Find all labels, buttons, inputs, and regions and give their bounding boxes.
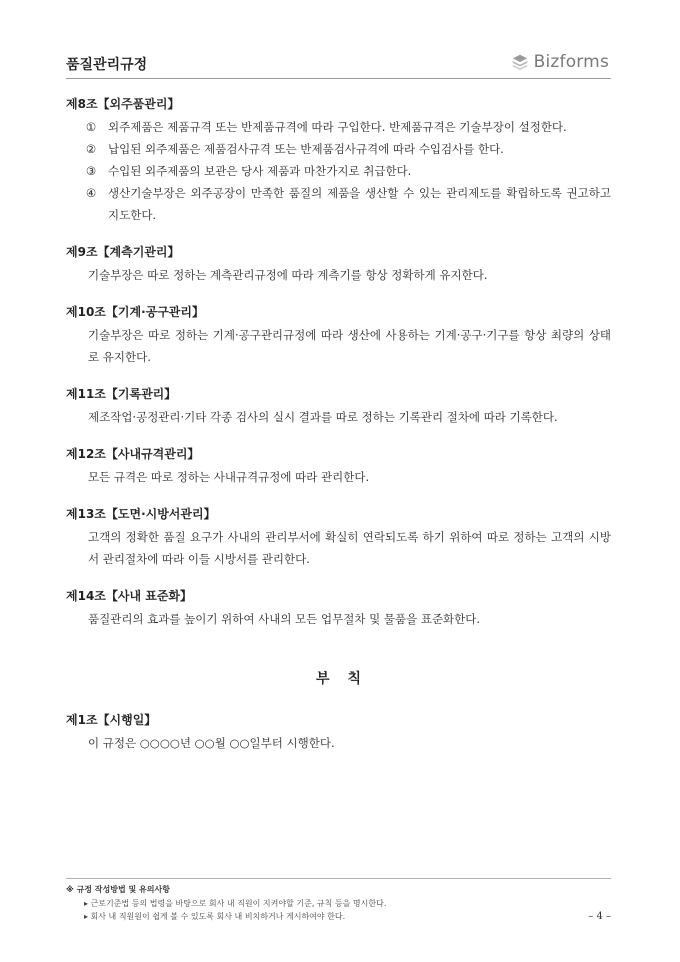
article-title: 제1조【시행일】 (66, 713, 157, 727)
article-title: 제13조【도면·시방서관리】 (66, 507, 216, 521)
article-title: 제14조【사내 표준화】 (66, 589, 193, 603)
item-text: 생산기술부장은 외주공장이 만족한 품질의 제품을 생산할 수 있는 관리제도를 확립하도록 권고하고 지도한다. (108, 186, 611, 222)
list-item (66, 160, 611, 182)
article-title: 제8조【외주품관리】 (66, 97, 180, 111)
article-body: 이 규정은 ○○○○년 ○○월 ○○일부터 시행한다. (88, 736, 335, 750)
list-item (66, 116, 611, 138)
page-footer (66, 878, 611, 923)
document-body (66, 94, 611, 770)
supplement-heading: 부칙 (315, 671, 380, 687)
article-body: 품질관리의 효과를 높이기 위하여 사내의 모든 업무절차 및 물품을 표준화한다. (88, 612, 481, 626)
stacked-layers-icon (511, 53, 529, 71)
brand-name: Bizforms (533, 52, 609, 72)
article-8 (66, 94, 611, 226)
article-11 (66, 384, 611, 428)
footnote-title: ※ 규정 작성방법 및 유의사항 (66, 885, 170, 894)
page-number: – 4 – (588, 911, 611, 922)
item-text: 수입된 외주제품의 보관은 당사 제품과 마찬가지로 취급한다. (108, 164, 412, 178)
article-body: 기술부장은 따로 정하는 기계·공구관리규정에 따라 생산에 사용하는 기계·공구·기구를 항상 최량의 상태로 유지한다. (88, 328, 611, 364)
list-item (66, 138, 611, 160)
document-title: 품질관리규정 (66, 57, 148, 73)
article-title: 제11조【기록관리】 (66, 387, 177, 401)
item-text: 외주제품은 제품규격 또는 반제품규격에 따라 구입한다. 반제품규격은 기술부장이 설정한다. (108, 120, 567, 134)
brand (511, 52, 609, 72)
footnote-line: ▸ 근로기준법 등의 법령을 바탕으로 회사 내 직원이 지켜야할 기준, 규칙 등을 명시한다. (84, 899, 387, 908)
item-number: ③ (85, 164, 97, 178)
article-9 (66, 242, 611, 286)
article-14 (66, 586, 611, 630)
supplement-article-1 (66, 710, 611, 754)
article-items (66, 116, 611, 226)
footnote-line: ▸ 회사 내 직원원이 쉽게 볼 수 있도록 회사 내 비치하거나 게시하여야 한다. (84, 912, 346, 921)
article-title: 제9조【계측기관리】 (66, 245, 180, 259)
list-item (66, 182, 611, 226)
article-body: 고객의 정확한 품질 요구가 사내의 관리부서에 확실히 연락되도록 하기 위하여 따로 정하는 고객의 시방서 관리절차에 따라 이들 시방서를 관리한다. (88, 530, 611, 566)
item-number: ④ (85, 186, 97, 200)
article-title: 제12조【사내규격관리】 (66, 447, 200, 461)
item-number: ② (85, 142, 97, 156)
article-body: 제조작업·공정관리·기타 각종 검사의 실시 결과를 따로 정하는 기록관리 절차에 따라 기록한다. (88, 410, 558, 424)
item-number: ① (85, 120, 97, 134)
article-body: 모든 규격은 따로 정하는 사내규격규정에 따라 관리한다. (88, 470, 370, 484)
article-title: 제10조【기계·공구관리】 (66, 305, 204, 319)
page-header (66, 50, 611, 79)
item-text: 납입된 외주제품은 제품검사규격 또는 반제품검사규격에 따라 수입검사를 한다. (108, 142, 504, 156)
article-body: 기술부장은 따로 정하는 계측관리규정에 따라 계측기를 항상 정확하게 유지한다. (88, 268, 488, 282)
article-13 (66, 504, 611, 570)
article-12 (66, 444, 611, 488)
article-10 (66, 302, 611, 368)
